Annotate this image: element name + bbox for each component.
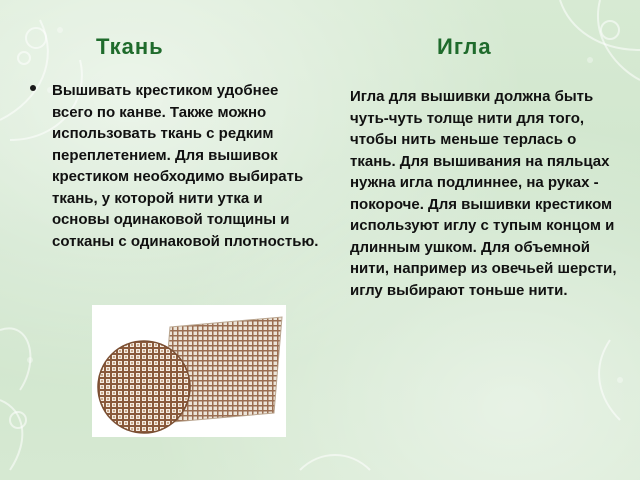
bullet-icon: [30, 85, 36, 91]
needle-description: Игла для вышивки должна быть чуть-чуть толще нити для того, чтобы нить меньше терлась о ткань. Для вышивания на пяльцах нужна игла подлиннее, на руках - покороче. Для вышивки крестиком используют иглу с тупым концом и длинным ушком. Для объемной нити, например из овечьей шерсти, иглу выбирают тоньше нити.: [350, 88, 617, 299]
fabric-title: Ткань: [96, 34, 164, 59]
canvas-fabric-image: [92, 305, 286, 437]
fabric-image: [92, 305, 286, 437]
fabric-description: Вышивать крестиком удобнее всего по канве. Также можно использовать ткань с редким переплетением. Для вышивок крестиком необходимо выбирать ткань, у которой нити утка и основы одинаковой толщины и сотканы с одинаковой плотностью.: [52, 82, 319, 250]
needle-title: Игла: [437, 34, 492, 59]
